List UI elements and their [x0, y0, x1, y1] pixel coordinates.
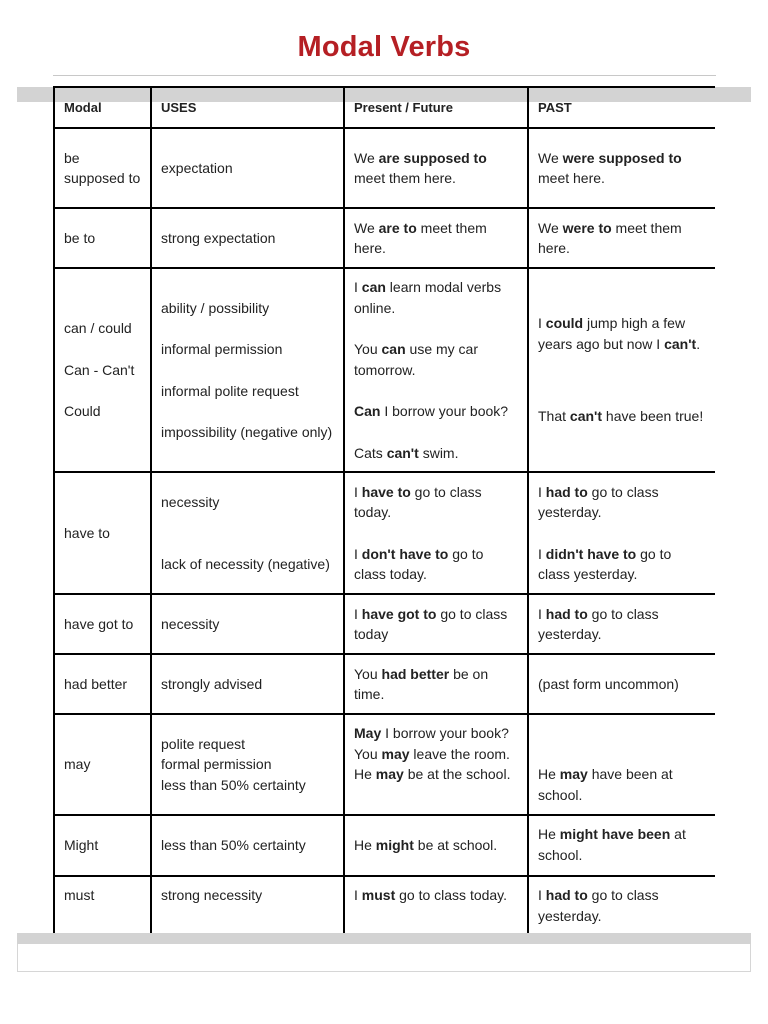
past-cell — [528, 815, 715, 876]
present-cell — [344, 472, 528, 594]
emphasized-modal: had to — [545, 483, 588, 500]
use-text: expectation — [161, 159, 233, 176]
emphasized-modal: had to — [545, 887, 588, 903]
past-cell — [528, 268, 715, 472]
past-cell — [528, 208, 715, 268]
page-title: Modal Verbs — [297, 31, 471, 63]
past-cell — [528, 714, 715, 815]
example-text: I must go to class today. — [354, 887, 508, 903]
modal-text: must — [64, 887, 95, 903]
emphasized-modal: can't — [664, 335, 697, 352]
uses-cell — [151, 654, 344, 714]
emphasized-modal: can't — [386, 444, 419, 461]
present-cell — [344, 128, 528, 208]
present-cell — [344, 268, 528, 472]
modal-text: have to — [64, 524, 110, 541]
example-text: He may have been at school. — [538, 766, 673, 803]
modal-text: have got to — [64, 615, 134, 632]
example-text: You may leave the room. — [354, 745, 510, 762]
modal-text: Can - Can't — [64, 361, 135, 378]
emphasized-modal: might have been — [559, 826, 671, 842]
uses-cell — [151, 208, 344, 268]
example-text: We are to meet them here. — [354, 219, 487, 256]
emphasized-modal: might — [375, 837, 414, 854]
emphasized-modal: must — [361, 887, 396, 903]
present-cell — [344, 594, 528, 654]
use-text: formal permission — [161, 756, 272, 773]
example-text: He might be at school. — [354, 837, 498, 854]
example-text: I didn't have to go to class yesterday. — [538, 545, 672, 582]
modal-text: be supposed to — [64, 149, 141, 186]
use-text: necessity — [161, 615, 220, 632]
example-text: We were to meet them here. — [538, 219, 682, 256]
modal-cell — [54, 714, 151, 815]
modal-cell — [54, 128, 151, 208]
emphasized-modal: may — [559, 766, 588, 782]
table-header-row — [54, 87, 715, 128]
header-past: PAST — [528, 87, 715, 128]
example-text: Can I borrow your book? — [354, 403, 509, 419]
modal-text: Might — [64, 837, 99, 854]
emphasized-modal: were to — [562, 219, 612, 236]
present-cell — [344, 654, 528, 714]
modal-verbs-table — [53, 86, 715, 956]
past-cell — [528, 654, 715, 714]
table-row — [54, 594, 715, 654]
past-cell — [528, 128, 715, 208]
example-text: May I borrow your book? — [354, 725, 509, 741]
modal-text: may — [64, 756, 91, 773]
modal-verbs-table-container — [53, 86, 715, 956]
uses-cell — [151, 714, 344, 815]
modal-text: can / could — [64, 320, 132, 337]
example-text: We are supposed to meet them here. — [354, 149, 487, 186]
example-text: I could jump high a few years ago but now I can't. — [538, 315, 701, 352]
present-cell — [344, 208, 528, 268]
uses-cell — [151, 594, 344, 654]
example-text: I can learn modal verbs online. — [354, 279, 502, 316]
table-row — [54, 128, 715, 208]
example-text: You can use my car tomorrow. — [354, 341, 478, 378]
example-text: I have got to go to class today — [354, 605, 508, 642]
uses-cell — [151, 815, 344, 876]
use-text: less than 50% certainty — [161, 776, 306, 793]
present-cell — [344, 714, 528, 815]
use-text: informal permission — [161, 341, 283, 357]
use-text: less than 50% certainty — [161, 837, 306, 854]
emphasized-modal: can — [361, 279, 386, 295]
header-modal: Modal — [54, 87, 151, 128]
modal-cell — [54, 472, 151, 594]
emphasized-modal: are to — [378, 219, 417, 236]
use-text: necessity — [161, 494, 220, 510]
modal-cell — [54, 815, 151, 876]
use-text: polite request — [161, 735, 246, 752]
present-cell — [344, 815, 528, 876]
uses-cell — [151, 472, 344, 594]
emphasized-modal: can't — [569, 408, 603, 425]
past-cell — [528, 594, 715, 654]
modal-text: had better — [64, 675, 128, 692]
example-text: Cats can't swim. — [354, 444, 459, 461]
emphasized-modal: didn't have to — [545, 545, 637, 562]
example-text: That can't have been true! — [538, 408, 704, 425]
example-text: He might have been at school. — [538, 826, 686, 863]
emphasized-modal: had better — [381, 665, 450, 682]
emphasized-modal: have to — [361, 483, 411, 500]
emphasized-modal: may — [375, 766, 404, 782]
use-text: strongly advised — [161, 675, 263, 692]
next-page-frame — [17, 944, 751, 972]
example-text: I don't have to go to class today. — [354, 545, 484, 582]
example-text: (past form uncommon) — [538, 675, 679, 692]
emphasized-modal: May — [354, 725, 382, 741]
use-text: impossibility (negative only) — [161, 424, 333, 440]
example-text: I had to go to class yesterday. — [538, 887, 659, 924]
table-row — [54, 714, 715, 815]
emphasized-modal: are supposed to — [378, 149, 487, 166]
modal-text: be to — [64, 229, 96, 246]
emphasized-modal: Can — [354, 403, 381, 419]
uses-cell — [151, 268, 344, 472]
table-row — [54, 472, 715, 594]
table-row — [54, 268, 715, 472]
modal-text: Could — [64, 403, 101, 420]
modal-cell — [54, 594, 151, 654]
example-text: He may be at the school. — [354, 766, 511, 782]
page-break-band-bottom — [17, 933, 751, 944]
emphasized-modal: can — [381, 341, 406, 357]
example-text: You had better be on time. — [354, 665, 489, 702]
table-row — [54, 815, 715, 876]
use-text: strong expectation — [161, 229, 276, 246]
example-text: I had to go to class yesterday. — [538, 483, 659, 520]
emphasized-modal: could — [545, 315, 584, 332]
past-cell — [528, 472, 715, 594]
emphasized-modal: had to — [545, 605, 588, 622]
emphasized-modal: were supposed to — [562, 149, 682, 166]
use-text: strong necessity — [161, 887, 263, 903]
modal-cell — [54, 654, 151, 714]
emphasized-modal: don't have to — [361, 545, 449, 562]
example-text: I have to go to class today. — [354, 483, 482, 520]
modal-cell — [54, 268, 151, 472]
use-text: informal polite request — [161, 382, 299, 399]
table-row — [54, 654, 715, 714]
table-row — [54, 208, 715, 268]
use-text: lack of necessity (negative) — [161, 555, 330, 572]
emphasized-modal: have got to — [361, 605, 437, 622]
emphasized-modal: may — [381, 745, 410, 762]
header-uses: USES — [151, 87, 344, 128]
header-present-future: Present / Future — [344, 87, 528, 128]
uses-cell — [151, 128, 344, 208]
use-text: ability / possibility — [161, 299, 270, 316]
title-divider — [53, 75, 716, 76]
modal-cell — [54, 208, 151, 268]
example-text: We were supposed to meet here. — [538, 149, 682, 186]
example-text: I had to go to class yesterday. — [538, 605, 659, 642]
